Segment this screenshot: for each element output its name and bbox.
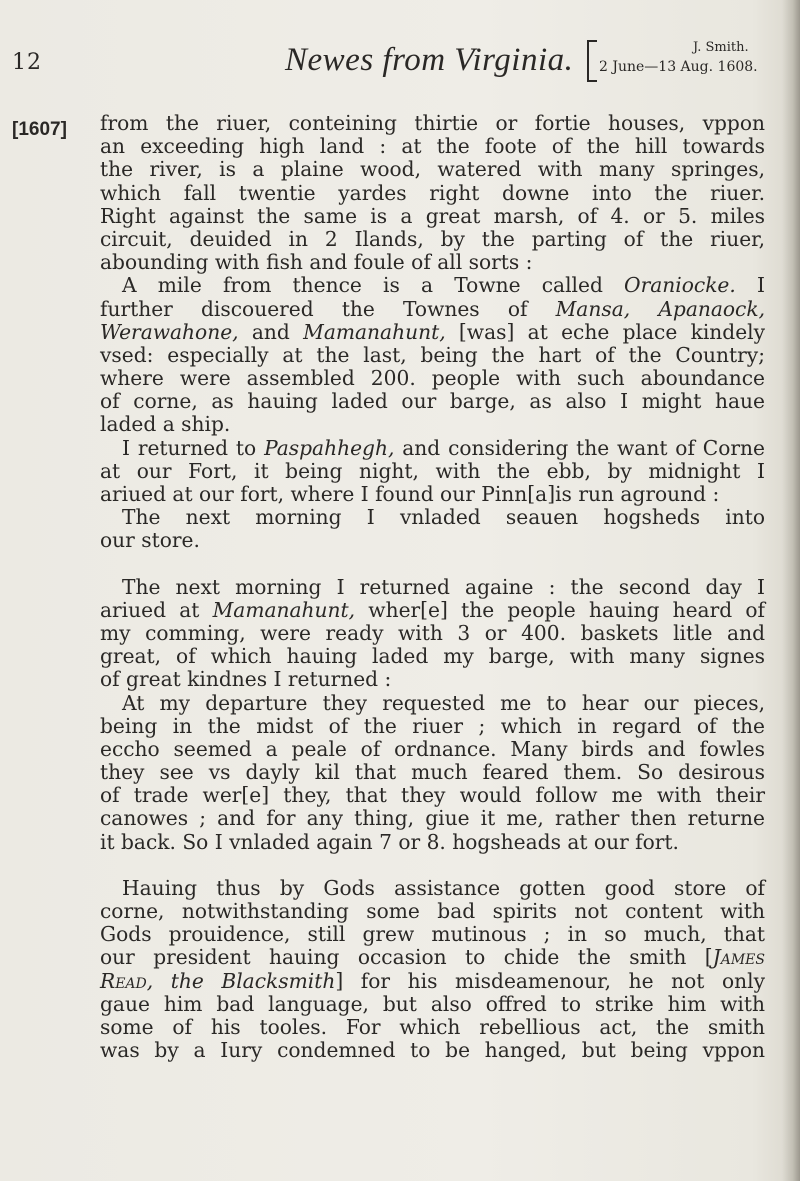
- margin-year: [1607]: [12, 119, 67, 140]
- place-name: Mamanahunt,: [212, 597, 356, 622]
- text-line: great, of which hauing laded my barge, with many signes: [100, 644, 765, 669]
- text-line: [100, 599, 765, 622]
- text-line: [100, 274, 765, 297]
- text-line: which fall twentie yardes right downe into the riuer.: [100, 180, 765, 205]
- place-name: Mamanahunt,: [303, 319, 446, 344]
- text-span: and: [238, 319, 304, 344]
- text-line: of corne, as hauing laded our barge, as also I might haue: [100, 389, 765, 414]
- text-line: was by a Iury condemned to be hanged, but being vppon: [100, 1038, 765, 1063]
- text-line: ariued at our fort, where I found our Pinn[a]is run aground :: [100, 482, 720, 506]
- place-name: Paspahhegh,: [264, 435, 395, 460]
- text-line: vsed: especially at the last, being the hart of the Country;: [100, 342, 765, 367]
- text-line: [100, 298, 765, 321]
- text-line: circuit, deuided in 2 Ilands, by the parting of the riuer,: [100, 226, 765, 251]
- page-edge-shadow: [782, 0, 800, 1181]
- text-span: our president hauing occasion to chide the smith [: [100, 945, 713, 970]
- text-span: A mile from thence is a Towne called: [122, 273, 625, 298]
- text-line: they see vs dayly kil that much feared them. So desirous: [100, 760, 765, 785]
- text-line: Hauing thus by Gods assistance gotten good store of: [122, 875, 765, 900]
- text-line: [100, 970, 765, 993]
- paragraph-2: [100, 274, 765, 436]
- text-span: [was] at eche place kindely: [445, 319, 766, 344]
- text-line: the river, is a plaine wood, watered with many springes,: [100, 157, 765, 182]
- paragraph-7: [100, 877, 765, 1063]
- text-line: it back. So I vnladed again 7 or 8. hogsheads at our fort.: [100, 829, 679, 854]
- text-line: corne, notwithstanding some bad spirits not content with: [100, 899, 765, 923]
- text-line: canowes ; and for any thing, giue it me, rather then returne: [100, 806, 765, 831]
- paragraph-gap: [100, 553, 765, 576]
- text-line: Gods prouidence, still grew mutinous ; in so much, that: [100, 922, 765, 947]
- bracket-mark: [587, 40, 597, 82]
- place-name: Werawahone,: [100, 319, 239, 344]
- text-line: our store.: [100, 528, 200, 553]
- text-line: at our Fort, it being night, with the ebb, by midnight I: [100, 458, 765, 483]
- text-span: ariued at: [100, 597, 213, 622]
- text-line: The next morning I returned againe : the second day I: [122, 574, 765, 599]
- paragraph-6: [100, 692, 765, 854]
- text-line: some of his tooles. For which rebellious act, the smith: [100, 1014, 765, 1039]
- paragraph-gap: [100, 854, 765, 877]
- text-line: [100, 946, 765, 969]
- place-name: Apanaock,: [658, 296, 766, 321]
- date-bracket: [587, 40, 773, 82]
- text-line: [100, 321, 765, 344]
- text-line: The next morning I vnladed seauen hogsheds into: [122, 505, 765, 530]
- person-name: Read,: [100, 968, 154, 993]
- paragraph-4: [100, 506, 765, 552]
- text-line: where were assembled 200. people with such aboundance: [100, 366, 765, 391]
- text-line: my comming, were ready with 3 or 400. baskets litle and: [100, 620, 765, 645]
- text-line: [100, 437, 765, 460]
- text-span: ] for his misdeamenour, he not only: [335, 968, 765, 993]
- paragraph-1: [100, 112, 765, 274]
- paragraph-3: [100, 437, 765, 507]
- person-name: James: [712, 945, 765, 970]
- text-span: and considering the want of Corne: [394, 435, 765, 460]
- text-line: gaue him bad language, but also offred to strike him with: [100, 991, 765, 1016]
- text-line: from the riuer, conteining thirtie or fortie houses, vppon: [100, 111, 765, 135]
- text-line: of great kindnes I returned :: [100, 667, 392, 692]
- text-line: eccho seemed a peale of ordnance. Many birds and fowles: [100, 736, 765, 761]
- text-span: further discouered the Townes of: [100, 296, 556, 321]
- text-line: laded a ship.: [100, 412, 231, 437]
- text-line: Right against the same is a great marsh, of 4. or 5. miles: [100, 203, 765, 228]
- date-range: 2 June—13 Aug. 1608.: [599, 59, 758, 75]
- page-number: 12: [12, 50, 42, 75]
- text-line: At my departure they requested me to hear our pieces,: [122, 690, 765, 715]
- body-text: [100, 112, 765, 1062]
- text-line: an exceeding high land : at the foote of the hill towards: [100, 134, 765, 159]
- text-span: I returned to: [122, 435, 265, 460]
- running-title: Newes from Virginia.: [285, 42, 574, 78]
- person-title: the Blacksmith: [153, 968, 336, 993]
- author-note: J. Smith.: [693, 40, 749, 55]
- text-span: wher[e] the people hauing heard of: [355, 597, 765, 622]
- place-name: Oraniocke.: [624, 273, 736, 298]
- place-name: Mansa,: [555, 296, 631, 321]
- text-span: I: [735, 273, 765, 298]
- text-line: of trade wer[e] they, that they would follow me with their: [100, 783, 765, 808]
- page-header: [0, 28, 800, 88]
- text-line: abounding with fish and foule of all sorts :: [100, 250, 533, 275]
- text-line: being in the midst of the riuer ; which in regard of the: [100, 713, 765, 738]
- paragraph-5: [100, 576, 765, 692]
